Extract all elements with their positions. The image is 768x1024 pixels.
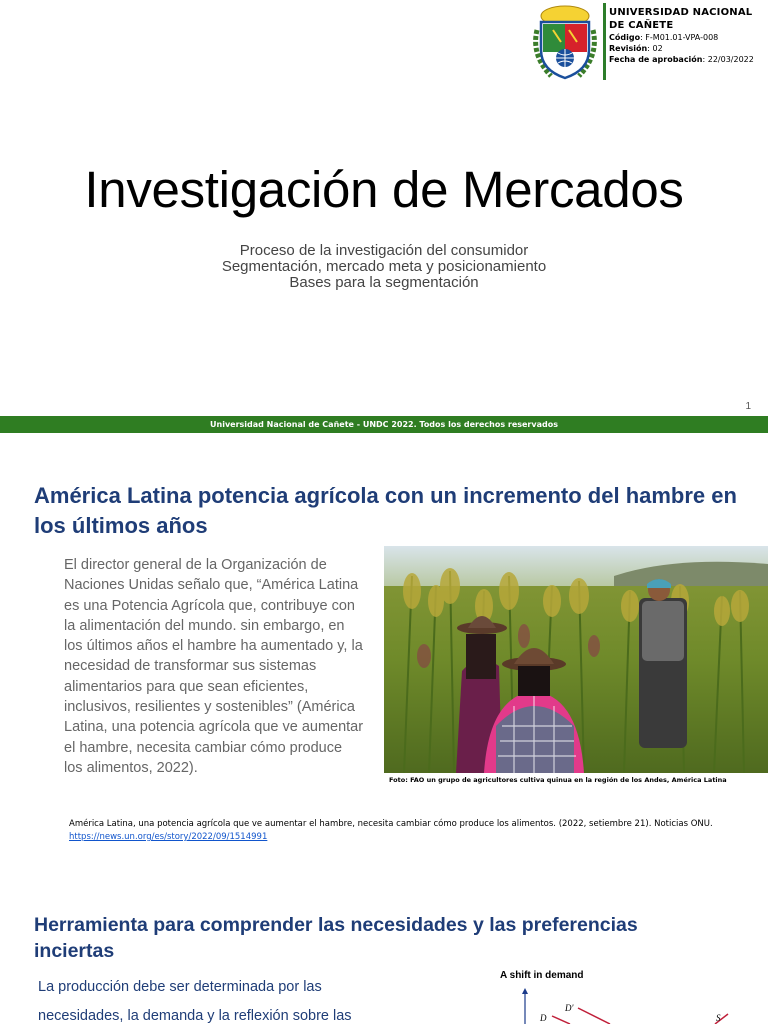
- slide-latin-america: [0, 433, 768, 863]
- chart-title: A shift in demand: [500, 970, 584, 981]
- slide-body-text: El director general de la Organización de Naciones Unidas señalo que, “América Latina es una Potencia Agrícola que, contribuye con la alimentación del mundo. sin embargo, en los últimos años el hambre ha aumentado y, la necesidad de transformar sus sistemas alimentarios para que sean eficientes, inclusivos, resilientes y sostenibles” (América Latina, una potencia agrícola que ve aumentar el hambre, necesita cambiar cómo produce los alimentos, 2022).: [64, 557, 364, 776]
- presentation-title: Investigación de Mercados: [84, 161, 684, 218]
- label-d-prime: D': [565, 1003, 574, 1013]
- photo-caption: Foto: FAO un grupo de agricultores cultiva quinua en la región de los Andes, América Latina: [389, 776, 727, 784]
- slide-needs-preferences: [0, 863, 768, 1024]
- approval-label: Fecha de aprobación: [609, 55, 703, 64]
- code-line: [609, 32, 768, 43]
- demand-curve-d: [552, 1016, 570, 1024]
- document-header: [609, 6, 768, 65]
- subtitle-line: Segmentación, mercado meta y posicionamiento: [221, 258, 547, 275]
- revision-value: : 02: [647, 44, 663, 53]
- footer-bar: Universidad Nacional de Cañete - UNDC 2022. Todos los derechos reservados: [0, 416, 768, 433]
- quinoa-farmers-photo: [384, 546, 768, 773]
- demand-curve-d-prime: [578, 1008, 610, 1024]
- approval-line: [609, 54, 768, 65]
- reference-citation: América Latina, una potencia agrícola que ve aumentar el hambre, necesita cambiar cómo produce los alimentos. (2022, setiembre 21). Noticias ONU.: [69, 819, 713, 829]
- code-label: Código: [609, 33, 641, 42]
- label-s: S: [716, 1013, 721, 1023]
- university-name: UNIVERSIDAD NACIONAL DE CAÑETE: [609, 7, 753, 31]
- university-seal-icon: [527, 0, 603, 84]
- header-divider: [603, 3, 606, 80]
- slide-title: América Latina potencia agrícola con un incremento del hambre en los últimos años: [34, 483, 737, 538]
- label-d: D: [540, 1013, 547, 1023]
- y-axis-arrow-icon: [522, 988, 528, 994]
- slide-body-text: La producción debe ser determinada por las necesidades, la demanda y la reflexión sobre las: [38, 979, 352, 1024]
- revision-label: Revisión: [609, 44, 648, 53]
- subtitle-line: Bases para la segmentación: [289, 274, 479, 291]
- page-number: 1: [745, 401, 751, 412]
- reference-link[interactable]: https://news.un.org/es/story/2022/09/1514991: [69, 832, 268, 842]
- subtitle-line: Proceso de la investigación del consumidor: [239, 242, 529, 259]
- slide-title: Herramienta para comprender las necesidades y las preferencias inciertas: [34, 914, 638, 962]
- revision-line: [609, 43, 768, 54]
- approval-value: : 22/03/2022: [702, 55, 754, 64]
- presentation-subtitle: [0, 243, 768, 291]
- demand-shift-chart: [490, 966, 768, 1024]
- code-value: : F-M01.01-VPA-008: [640, 33, 719, 42]
- slide-cover: [0, 0, 768, 433]
